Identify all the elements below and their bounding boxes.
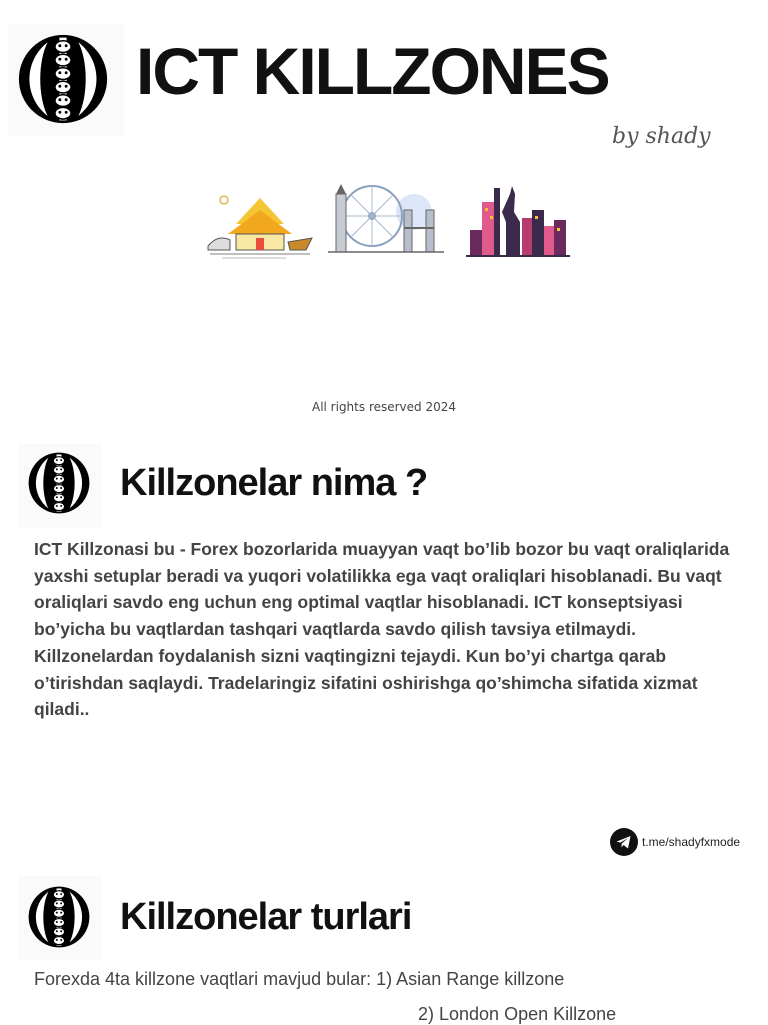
page-title: ICT KILLZONES: [136, 34, 609, 108]
telegram-handle[interactable]: t.me/shadyfxmode: [642, 835, 741, 849]
london-eye-tower-bridge-icon: [326, 182, 446, 256]
bangkok-temple-icon: [206, 190, 314, 262]
section2-logo: [18, 876, 102, 960]
section1-logo: [18, 444, 102, 528]
brand-logo-icon: [28, 886, 90, 948]
author-byline: by shady: [612, 124, 711, 149]
killzone-list-item: 2) London Open Killzone: [418, 1004, 617, 1024]
brand-logo: [8, 24, 124, 136]
section2-heading: Killzonelar turlari: [120, 896, 412, 938]
section1-heading: Killzonelar nima ?: [120, 462, 428, 504]
section1-paragraph: ICT Killzonasi bu - Forex bozorlarida muayyan vaqt bo’lib bozor bu vaqt oraliqlarida yaxshi setuplar beradi va yuqori volatilikka ega vaqt oraliqlari hisoblanadi. Bu vaqt oraliqlari savdo eng uchun eng optimal vaqtlar hisoblanadi. ICT konseptsiyasi bo’yicha bu vaqtlardan tashqari vaqtlarda savdo qilish tavsiya etilmaydi. Killzonelardan foydalanish sizni vaqtingizni tejaydi. Kun bo’yi chartga qarab o’tirishdan saqlaydi. Tradelaringiz sifatini oshirishga qo’shimcha sifatida xizmat qiladi..: [34, 539, 730, 720]
telegram-link[interactable]: [610, 828, 740, 856]
telegram-icon: [610, 828, 638, 856]
new-york-statue-of-liberty-icon: [466, 182, 570, 258]
brand-logo-icon: [28, 452, 90, 514]
killzone-list-intro: Forexda 4ta killzone vaqtlari mavjud bular: 1) Asian Range killzone: [34, 969, 565, 989]
copyright-notice: All rights reserved 2024: [311, 400, 457, 414]
brand-logo-icon: [18, 34, 108, 124]
